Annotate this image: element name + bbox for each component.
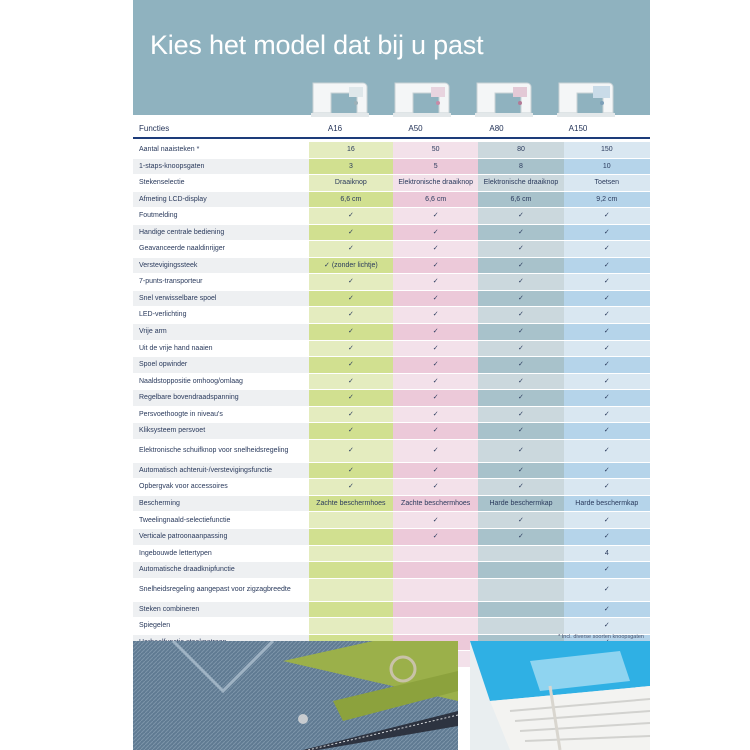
value-cell-a50: ✓ [393, 423, 478, 440]
table-row [133, 257, 650, 274]
value-cell-a16: ✓ [309, 423, 393, 440]
value-cell-a80 [478, 618, 563, 635]
feature-label: Afmeting LCD-display [133, 191, 309, 208]
table-row [133, 562, 650, 579]
model-header-a16: A16 [327, 124, 343, 133]
value-cell-a16: ✓ (zonder lichtje) [309, 257, 393, 274]
value-cell-a16: ✓ [309, 357, 393, 374]
feature-label: LED-verlichting [133, 307, 309, 324]
value-cell-a150: Harde beschermkap [564, 495, 650, 512]
value-cell-a16: ✓ [309, 290, 393, 307]
table-row [133, 618, 650, 635]
value-cell-a50: Zachte beschermhoes [393, 495, 478, 512]
value-cell-a16: ✓ [309, 340, 393, 357]
value-cell-a16 [309, 601, 393, 618]
value-cell-a16: 6,6 cm [309, 191, 393, 208]
value-cell-a16: ✓ [309, 373, 393, 390]
value-cell-a80 [478, 578, 563, 601]
value-cell-a150: ✓ [564, 241, 650, 258]
machine-image-a16 [307, 73, 373, 118]
value-cell-a80: ✓ [478, 340, 563, 357]
denim-zipper-photo [133, 641, 458, 750]
value-cell-a16: Draaiknop [309, 175, 393, 192]
value-cell-a80: ✓ [478, 439, 563, 462]
value-cell-a150: ✓ [564, 618, 650, 635]
model-header-a80: A80 [489, 124, 504, 133]
feature-label: Ingebouwde lettertypen [133, 545, 309, 562]
value-cell-a80: 6,6 cm [478, 191, 563, 208]
value-cell-a16: ✓ [309, 224, 393, 241]
table-row [133, 324, 650, 341]
value-cell-a80: 80 [478, 142, 563, 158]
value-cell-a150: ✓ [564, 390, 650, 407]
value-cell-a150: ✓ [564, 601, 650, 618]
value-cell-a150: 4 [564, 545, 650, 562]
value-cell-a16: ✓ [309, 439, 393, 462]
value-cell-a80: ✓ [478, 241, 563, 258]
value-cell-a80 [478, 601, 563, 618]
value-cell-a50: ✓ [393, 390, 478, 407]
model-header-a150: A150 [568, 124, 588, 133]
value-cell-a80: ✓ [478, 529, 563, 546]
value-cell-a150: ✓ [564, 439, 650, 462]
value-cell-a150: ✓ [564, 529, 650, 546]
value-cell-a150: ✓ [564, 307, 650, 324]
value-cell-a150: ✓ [564, 423, 650, 440]
value-cell-a50: ✓ [393, 241, 478, 258]
value-cell-a80: ✓ [478, 479, 563, 496]
value-cell-a80: ✓ [478, 307, 563, 324]
value-cell-a16: ✓ [309, 479, 393, 496]
value-cell-a50: ✓ [393, 324, 478, 341]
feature-label: Steken combineren [133, 601, 309, 618]
value-cell-a80: ✓ [478, 274, 563, 291]
table-row [133, 479, 650, 496]
value-cell-a50: ✓ [393, 208, 478, 225]
value-cell-a50: ✓ [393, 340, 478, 357]
value-cell-a50: 6,6 cm [393, 191, 478, 208]
table-row [133, 340, 650, 357]
value-cell-a16: ✓ [309, 324, 393, 341]
feature-label: Verticale patroonaanpassing [133, 529, 309, 546]
value-cell-a150: 9,2 cm [564, 191, 650, 208]
machine-image-a80 [471, 73, 537, 118]
value-cell-a150: ✓ [564, 479, 650, 496]
header-divider [133, 137, 650, 139]
value-cell-a150: ✓ [564, 562, 650, 579]
value-cell-a16 [309, 562, 393, 579]
value-cell-a150: ✓ [564, 462, 650, 479]
value-cell-a50: ✓ [393, 479, 478, 496]
feature-label: Spoel opwinder [133, 357, 309, 374]
value-cell-a80: ✓ [478, 512, 563, 529]
feature-label: Bescherming [133, 495, 309, 512]
value-cell-a80: ✓ [478, 324, 563, 341]
feature-label: Verstevigingssteek [133, 257, 309, 274]
value-cell-a16: 16 [309, 142, 393, 158]
table-row [133, 495, 650, 512]
model-header-a50: A50 [408, 124, 423, 133]
value-cell-a80: ✓ [478, 390, 563, 407]
value-cell-a16: ✓ [309, 208, 393, 225]
value-cell-a50 [393, 578, 478, 601]
value-cell-a80: ✓ [478, 423, 563, 440]
value-cell-a150: Toetsen [564, 175, 650, 192]
value-cell-a50: ✓ [393, 257, 478, 274]
feature-label: Foutmelding [133, 208, 309, 225]
table-row [133, 290, 650, 307]
value-cell-a16: ✓ [309, 406, 393, 423]
value-cell-a16 [309, 512, 393, 529]
value-cell-a80: ✓ [478, 290, 563, 307]
value-cell-a50: ✓ [393, 357, 478, 374]
feature-label: Spiegelen [133, 618, 309, 635]
value-cell-a16: ✓ [309, 307, 393, 324]
machine-image-a50 [389, 73, 455, 118]
value-cell-a16 [309, 545, 393, 562]
value-cell-a150: ✓ [564, 324, 650, 341]
feature-label: Snelheidsregeling aangepast voor zigzagbreedte [133, 578, 309, 601]
value-cell-a50: 50 [393, 142, 478, 158]
value-cell-a50: ✓ [393, 224, 478, 241]
features-column-header: Functies [139, 124, 170, 133]
table-row [133, 142, 650, 158]
value-cell-a80: ✓ [478, 208, 563, 225]
table-row [133, 175, 650, 192]
value-cell-a150: ✓ [564, 290, 650, 307]
feature-label: Elektronische schuifknop voor snelheidsregeling [133, 439, 309, 462]
value-cell-a80 [478, 562, 563, 579]
feature-label: Naaldstoppositie omhoog/omlaag [133, 373, 309, 390]
feature-label: Opbergvak voor accessoires [133, 479, 309, 496]
feature-label: Uit de vrije hand naaien [133, 340, 309, 357]
value-cell-a80: ✓ [478, 257, 563, 274]
table-row [133, 439, 650, 462]
value-cell-a80 [478, 545, 563, 562]
value-cell-a80: Elektronische draaiknop [478, 175, 563, 192]
table-row [133, 529, 650, 546]
value-cell-a150: ✓ [564, 357, 650, 374]
value-cell-a150: ✓ [564, 208, 650, 225]
feature-label: Vrije arm [133, 324, 309, 341]
table-row [133, 357, 650, 374]
table-row [133, 274, 650, 291]
value-cell-a150: ✓ [564, 406, 650, 423]
feature-label: Kliksysteem persvoet [133, 423, 309, 440]
value-cell-a16: 3 [309, 158, 393, 175]
value-cell-a16 [309, 618, 393, 635]
table-row [133, 307, 650, 324]
value-cell-a80: ✓ [478, 224, 563, 241]
feature-label: Geavanceerde naaldinrijger [133, 241, 309, 258]
table-row [133, 224, 650, 241]
brochure-page [133, 0, 650, 750]
comparison-table [133, 142, 650, 668]
value-cell-a50: ✓ [393, 439, 478, 462]
value-cell-a150: ✓ [564, 512, 650, 529]
value-cell-a50 [393, 601, 478, 618]
footnote: * Incl. diverse soorten knoopsgaten [558, 634, 644, 640]
feature-label: 1-staps-knoopsgaten [133, 158, 309, 175]
value-cell-a150: ✓ [564, 257, 650, 274]
value-cell-a50: Elektronische draaiknop [393, 175, 478, 192]
table-row [133, 512, 650, 529]
feature-label: Automatische draadknipfunctie [133, 562, 309, 579]
table-row [133, 191, 650, 208]
value-cell-a16: ✓ [309, 274, 393, 291]
table-row [133, 545, 650, 562]
value-cell-a50 [393, 545, 478, 562]
value-cell-a150: 150 [564, 142, 650, 158]
value-cell-a50 [393, 562, 478, 579]
value-cell-a80: ✓ [478, 357, 563, 374]
value-cell-a80: ✓ [478, 406, 563, 423]
value-cell-a50: ✓ [393, 373, 478, 390]
value-cell-a80: ✓ [478, 462, 563, 479]
value-cell-a16 [309, 578, 393, 601]
value-cell-a150: ✓ [564, 578, 650, 601]
table-row [133, 578, 650, 601]
table-header [133, 120, 650, 137]
value-cell-a50: ✓ [393, 406, 478, 423]
table-row [133, 462, 650, 479]
value-cell-a150: ✓ [564, 373, 650, 390]
feature-label: Automatisch achteruit-/verstevigingsfunctie [133, 462, 309, 479]
value-cell-a50: ✓ [393, 529, 478, 546]
table-row [133, 241, 650, 258]
value-cell-a150: ✓ [564, 340, 650, 357]
value-cell-a80: ✓ [478, 373, 563, 390]
table-row [133, 390, 650, 407]
value-cell-a50: ✓ [393, 512, 478, 529]
value-cell-a16: ✓ [309, 241, 393, 258]
value-cell-a16: ✓ [309, 390, 393, 407]
feature-label: 7-punts-transporteur [133, 274, 309, 291]
value-cell-a50 [393, 618, 478, 635]
table-row [133, 373, 650, 390]
feature-label: Regelbare bovendraadspanning [133, 390, 309, 407]
page-title: Kies het model dat bij u past [150, 30, 484, 60]
value-cell-a50: ✓ [393, 462, 478, 479]
feature-label: Snel verwisselbare spoel [133, 290, 309, 307]
value-cell-a16: Zachte beschermhoes [309, 495, 393, 512]
feature-label: Aantal naaisteken * [133, 142, 309, 158]
table-row [133, 208, 650, 225]
value-cell-a150: ✓ [564, 274, 650, 291]
feature-label: Handige centrale bediening [133, 224, 309, 241]
value-cell-a80: Harde beschermkap [478, 495, 563, 512]
feature-label: Persvoethoogte in niveau's [133, 406, 309, 423]
feature-label: Tweelingnaald-selectiefunctie [133, 512, 309, 529]
table-row [133, 423, 650, 440]
value-cell-a50: ✓ [393, 307, 478, 324]
value-cell-a50: ✓ [393, 290, 478, 307]
machine-image-a150 [553, 73, 619, 118]
value-cell-a16 [309, 529, 393, 546]
value-cell-a80: 8 [478, 158, 563, 175]
table-row [133, 601, 650, 618]
value-cell-a50: ✓ [393, 274, 478, 291]
table-row [133, 406, 650, 423]
basket-fabric-photo [470, 641, 650, 750]
value-cell-a150: ✓ [564, 224, 650, 241]
value-cell-a150: 10 [564, 158, 650, 175]
table-row [133, 158, 650, 175]
feature-label: Stekenselectie [133, 175, 309, 192]
value-cell-a16: ✓ [309, 462, 393, 479]
value-cell-a50: 5 [393, 158, 478, 175]
